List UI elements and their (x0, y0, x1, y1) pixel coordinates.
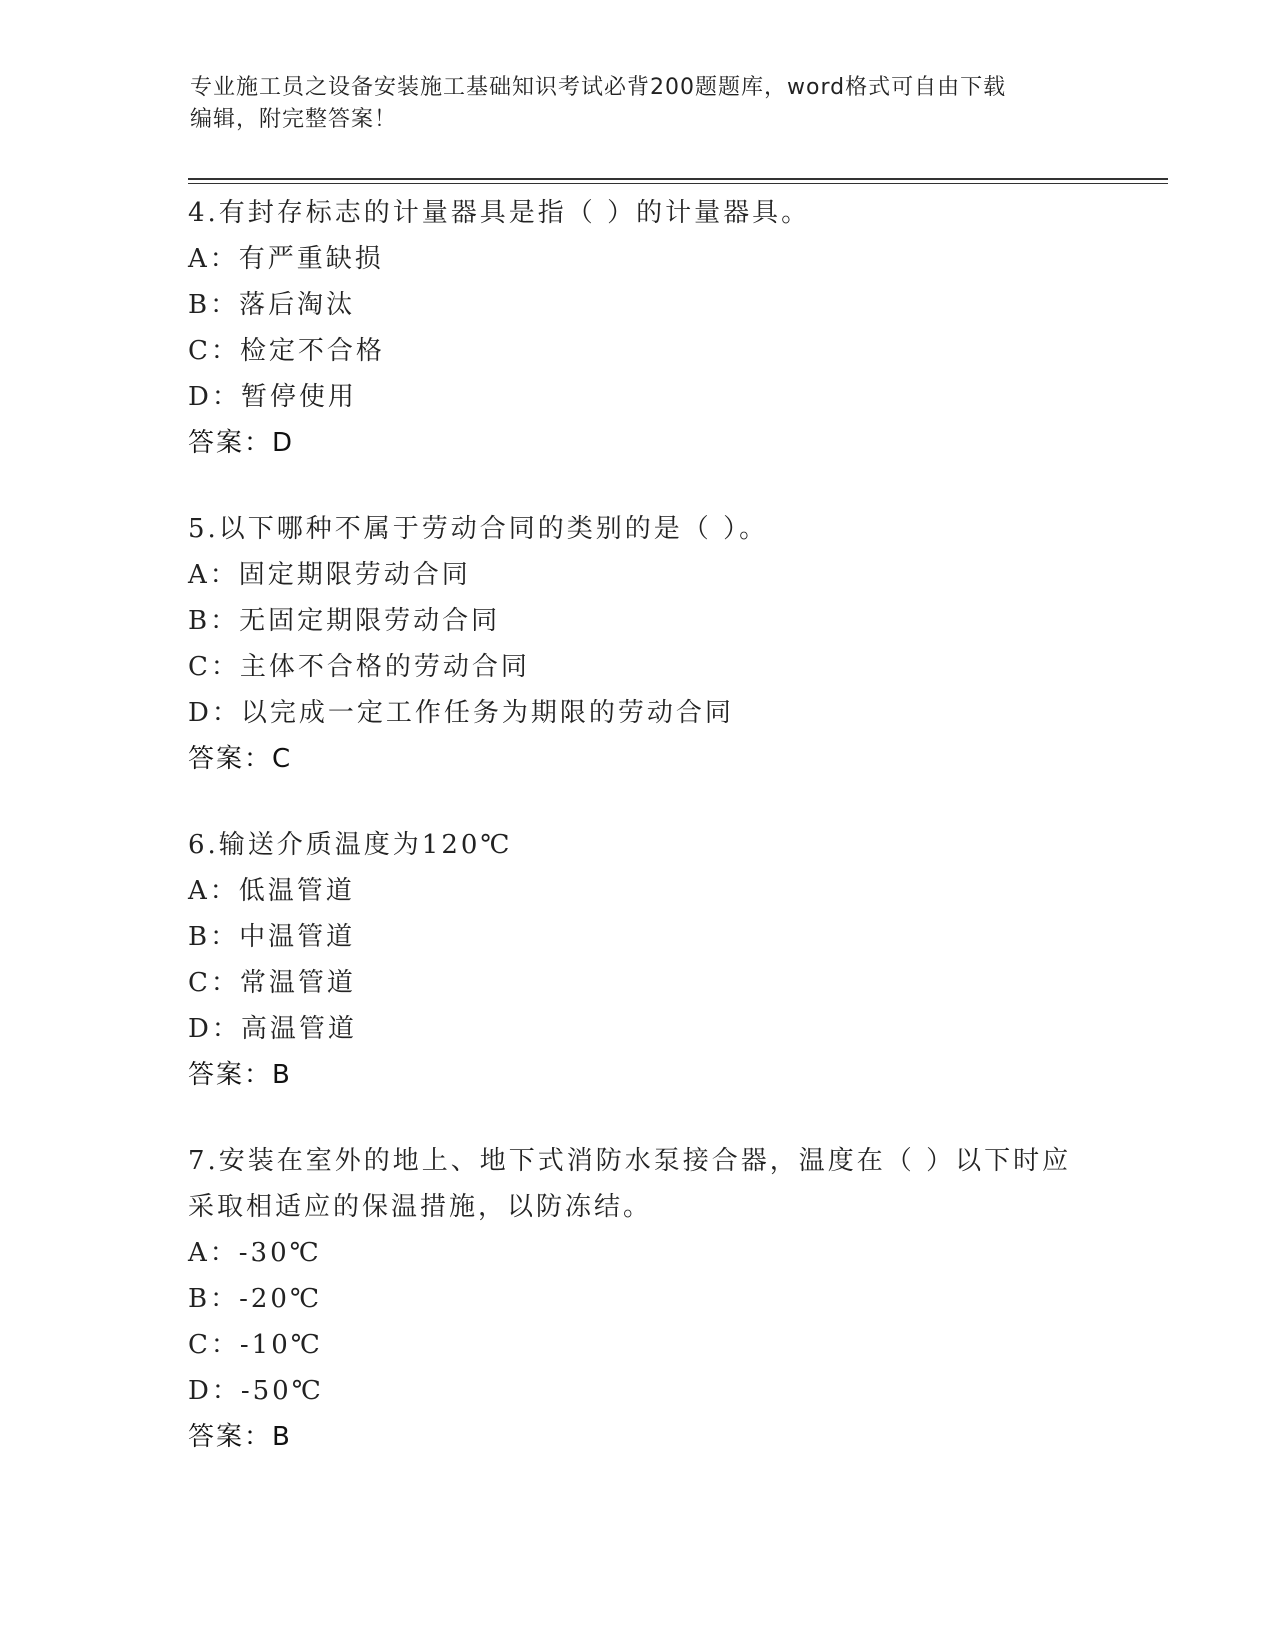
answer-line (188, 1052, 1168, 1098)
answer-value: C (272, 744, 293, 774)
answer-value: B (272, 1060, 292, 1090)
option-c: C：主体不合格的劳动合同 (188, 652, 530, 682)
option-a: A：低温管道 (188, 876, 355, 906)
option-d: D：以完成一定工作任务为期限的劳动合同 (188, 698, 734, 728)
header-divider (188, 178, 1168, 180)
question-stem-line1: 7.安装在室外的地上、地下式消防水泵接合器，温度在（ ）以下时应 (188, 1146, 1072, 1176)
question-stem-line2: 采取相适应的保温措施，以防冻结。 (188, 1192, 653, 1222)
answer-line (188, 420, 1168, 466)
answer-value: B (272, 1422, 292, 1452)
option-c: C：常温管道 (188, 968, 356, 998)
answer-prefix: 答案： (188, 744, 273, 774)
answer-prefix: 答案： (188, 1060, 273, 1090)
question-4 (188, 190, 1168, 466)
option-d: D：-50℃ (188, 1376, 324, 1406)
question-5 (188, 506, 1168, 782)
option-a: A：固定期限劳动合同 (188, 560, 471, 590)
option-c: C：检定不合格 (188, 336, 385, 366)
option-a: A：-30℃ (188, 1238, 322, 1268)
option-b: B：落后淘汰 (188, 290, 356, 320)
header-title-line1: 专业施工员之设备安装施工基础知识考试必背200题题库，word格式可自由下载 (190, 75, 1007, 100)
question-stem: 4.有封存标志的计量器具是指（ ）的计量器具。 (188, 198, 811, 228)
document-header (190, 72, 1090, 136)
option-c: C：-10℃ (188, 1330, 323, 1360)
answer-prefix: 答案： (188, 428, 273, 458)
question-7 (188, 1138, 1168, 1460)
answer-prefix: 答案： (188, 1422, 273, 1452)
answer-value: D (272, 428, 295, 458)
option-b: B：-20℃ (188, 1284, 323, 1314)
question-6 (188, 822, 1168, 1098)
header-divider-thin (188, 183, 1168, 184)
question-stem: 5.以下哪种不属于劳动合同的类别的是（ ）。 (188, 514, 769, 544)
option-a: A：有严重缺损 (188, 244, 384, 274)
option-d: D：高温管道 (188, 1014, 357, 1044)
option-b: B：无固定期限劳动合同 (188, 606, 501, 636)
question-stem: 6.输送介质温度为120℃ (188, 830, 513, 860)
answer-line (188, 736, 1168, 782)
option-b: B：中温管道 (188, 922, 356, 952)
question-list (188, 190, 1168, 1500)
answer-line (188, 1414, 1168, 1460)
option-d: D：暂停使用 (188, 382, 357, 412)
header-title-line2: 编辑，附完整答案！ (190, 107, 398, 132)
